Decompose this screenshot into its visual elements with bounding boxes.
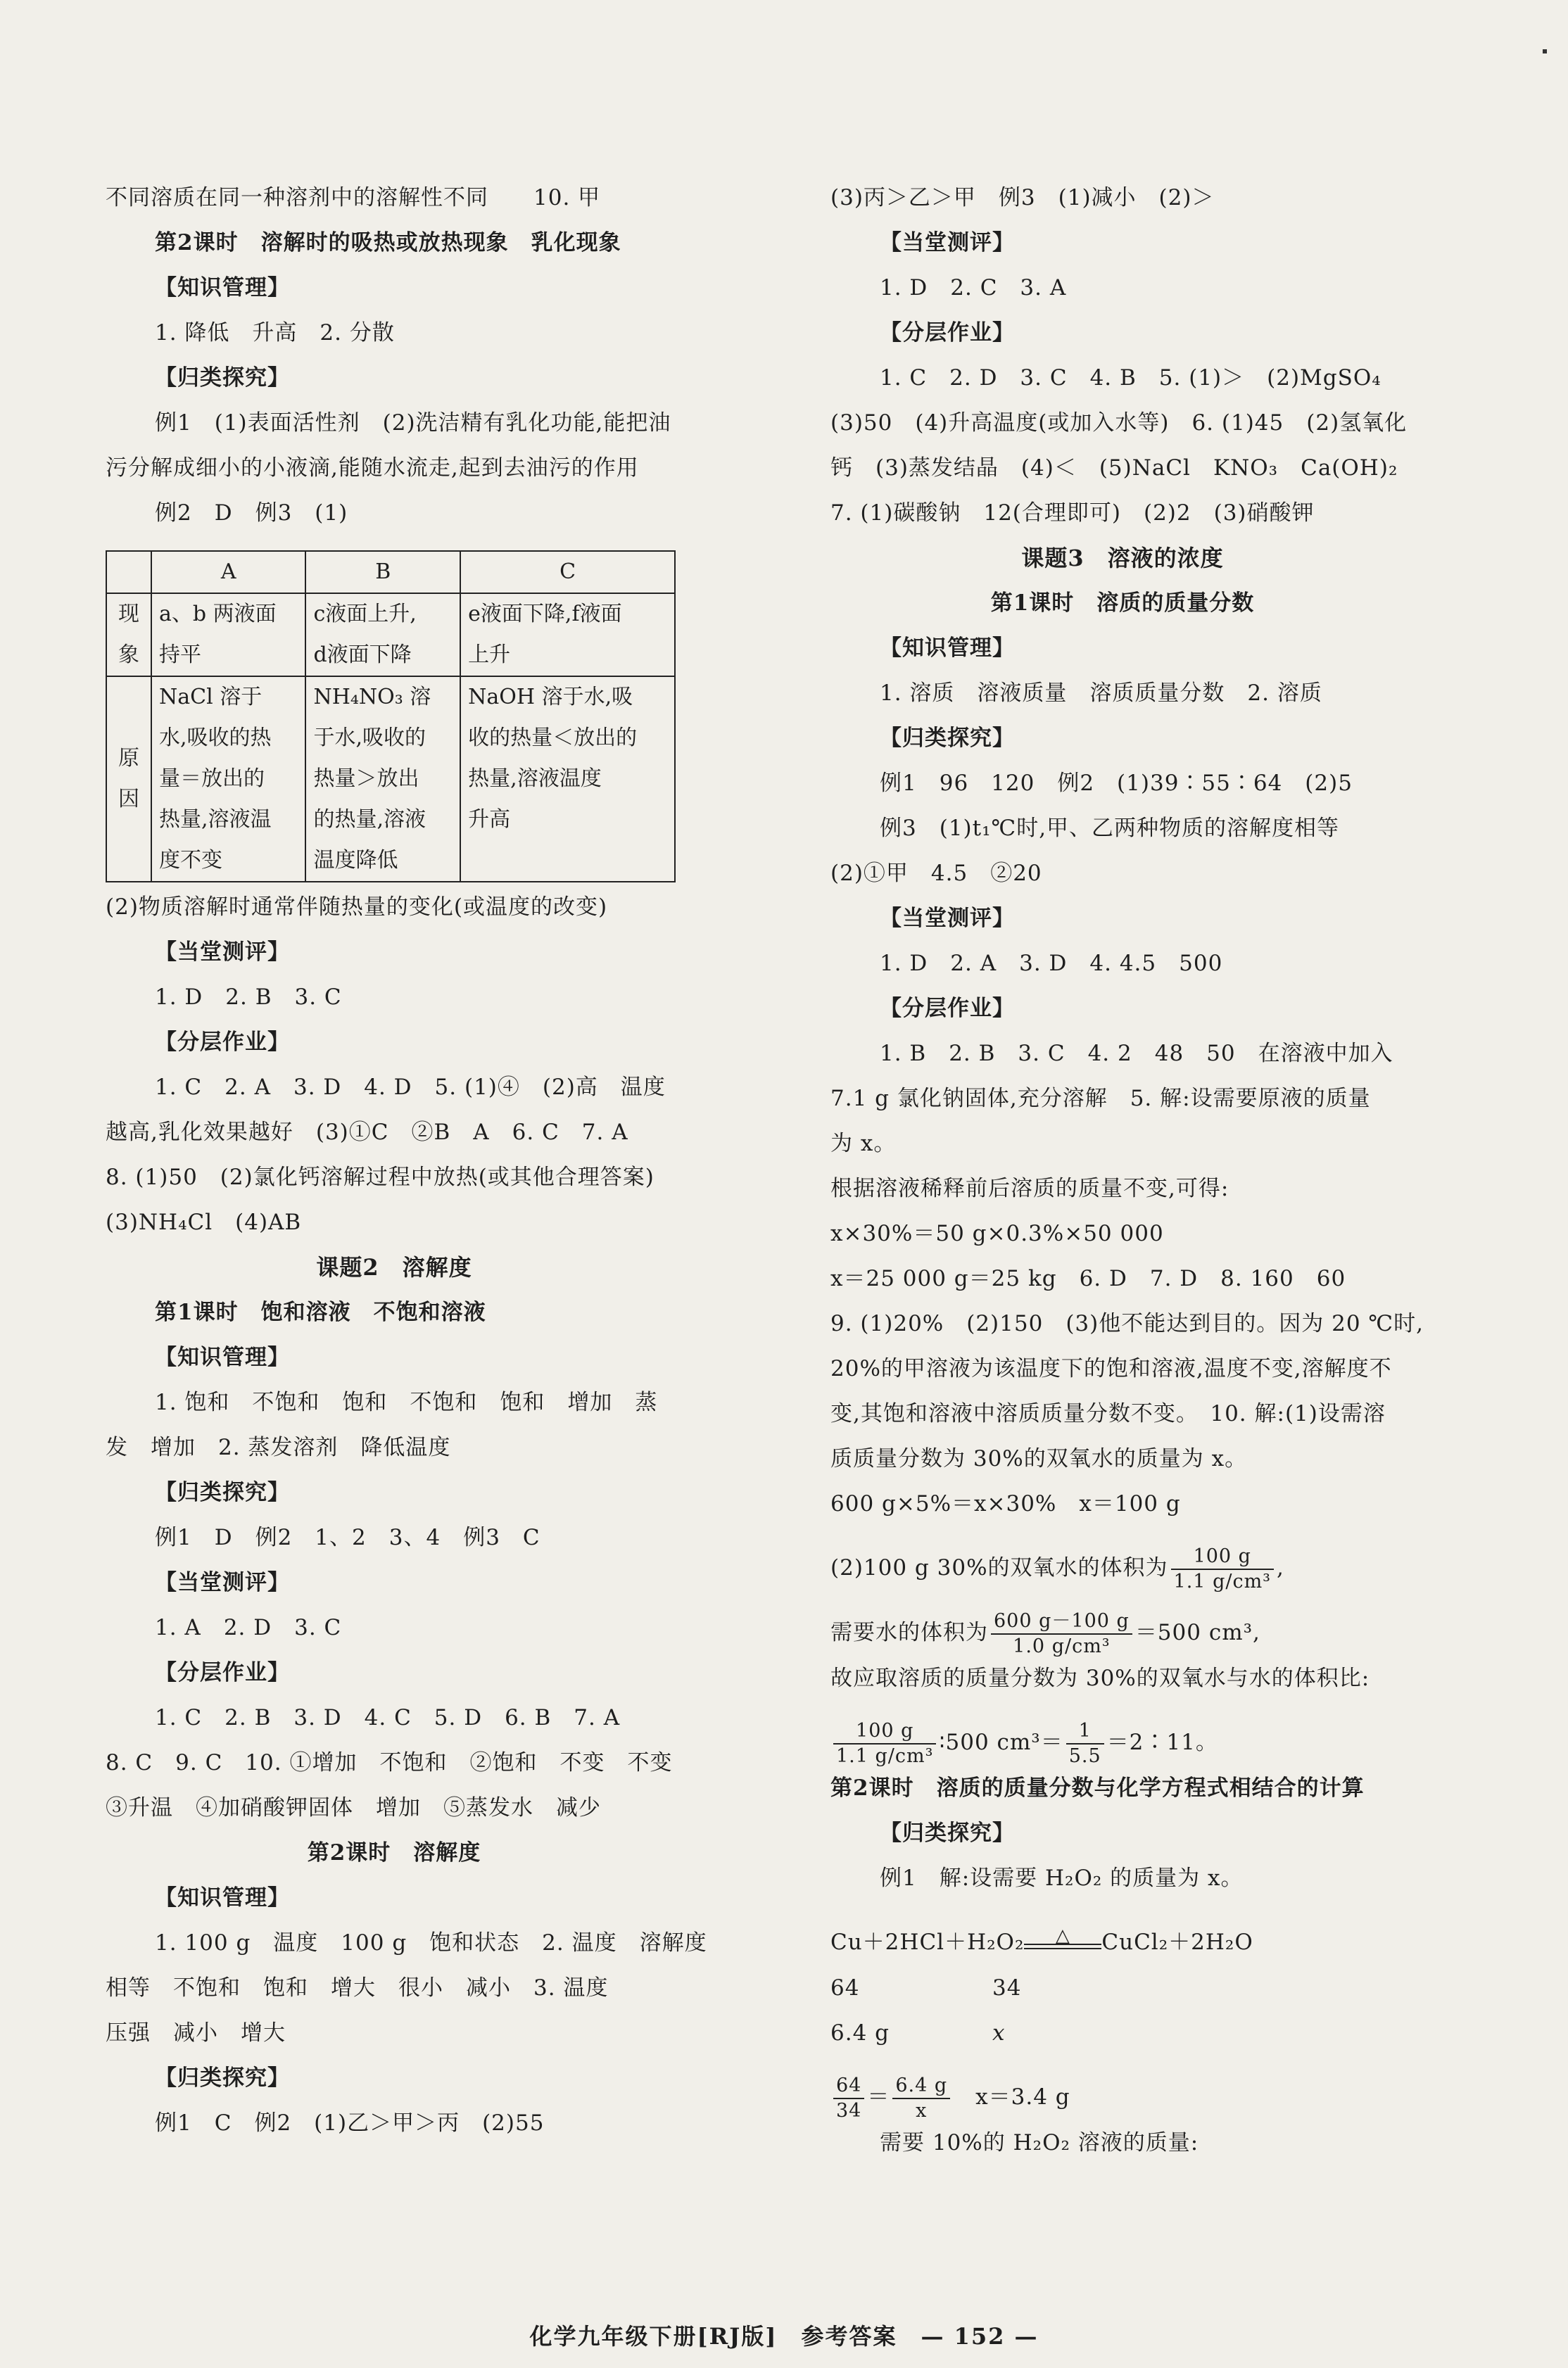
table-row — [106, 676, 675, 882]
text-line: 9. (1)20% (2)150 (3)他不能达到目的。因为 20 ℃时, — [830, 1311, 1424, 1336]
cell-line: 量＝放出的 — [159, 766, 265, 791]
cell-line: 度不变 — [159, 848, 222, 873]
page-footer: 化学九年级下册[RJ版] 参考答案 — 152 — — [529, 2323, 1039, 2350]
text-line: 污分解成细小的小液滴,能随水流走,起到去油污的作用 — [106, 455, 639, 481]
text-line: 质质量分数为 30%的双氧水的质量为 x。 — [830, 1446, 1248, 1471]
text-line: (3)NH₄Cl (4)AB — [106, 1210, 302, 1235]
text-line: 1. C 2. D 3. C 4. B 5. (1)＞ (2)MgSO₄ — [880, 365, 1382, 391]
text-line: 需要 10%的 H₂O₂ 溶液的质量: — [880, 2130, 1199, 2155]
dissolution-table — [106, 550, 676, 882]
text-span: , — [1277, 1555, 1284, 1581]
table-header-cell: C — [460, 551, 675, 593]
text-line: 1. D 2. C 3. A — [880, 275, 1067, 300]
numerator: 100 g — [833, 1719, 936, 1745]
text-line: 20%的甲溶液为该温度下的饱和溶液,温度不变,溶解度不 — [830, 1356, 1392, 1381]
text-line: 1. A 2. D 3. C — [155, 1615, 342, 1640]
text-line: 第2课时 溶质的质量分数与化学方程式相结合的计算 — [830, 1775, 1365, 1801]
calc-value: 34 — [992, 1975, 1022, 2001]
cell-line: 升高 — [468, 807, 511, 832]
text-line: 【分层作业】 — [880, 996, 1015, 1021]
text-line: 为 x。 — [830, 1131, 897, 1156]
text-line: 1. 饱和 不饱和 饱和 不饱和 饱和 增加 蒸 — [155, 1390, 658, 1415]
cell-line: d液面下降 — [313, 642, 412, 667]
calc-row — [830, 2020, 1415, 2065]
numerator: 6.4 g — [892, 2074, 950, 2099]
text-line: 1. 100 g 温度 100 g 饱和状态 2. 温度 溶解度 — [155, 1930, 707, 1956]
fraction — [1171, 1545, 1274, 1594]
cell-line: 热量,溶液温度 — [468, 766, 602, 791]
text-span: 需要水的体积为 — [830, 1620, 988, 1645]
text-line: 1. C 2. B 3. D 4. C 5. D 6. B 7. A — [155, 1705, 621, 1730]
text-line: (2)①甲 4.5 ②20 — [830, 861, 1042, 886]
text-span: (2)100 g 30%的双氧水的体积为 — [830, 1555, 1168, 1581]
denominator: 5.5 — [1068, 1745, 1101, 1767]
denominator: 34 — [836, 2099, 862, 2122]
text-line: 故应取溶质的质量分数为 30%的双氧水与水的体积比: — [830, 1666, 1370, 1691]
corner-mark — [1543, 49, 1547, 53]
cell-line: 收的热量＜放出的 — [468, 726, 638, 750]
cell-line: NaCl 溶于 — [159, 685, 263, 709]
text-line: 根据溶液稀释前后溶质的质量不变,可得: — [830, 1176, 1229, 1201]
text-line: 1. C 2. A 3. D 4. D 5. (1)④ (2)高 温度 — [155, 1075, 666, 1100]
text-line: 【知识管理】 — [155, 275, 290, 300]
table-header-cell: B — [305, 551, 460, 593]
cell-line: 持平 — [159, 642, 201, 667]
cell-line: a、b 两液面 — [159, 602, 277, 626]
text-span: ∶500 cm³＝ — [939, 1730, 1063, 1755]
text-line: 【归类探究】 — [880, 1821, 1015, 1846]
numerator: 600 g－100 g — [991, 1609, 1132, 1635]
text-line: 600 g×5%＝x×30% x＝100 g — [830, 1491, 1181, 1517]
calc-value: x — [992, 2020, 1006, 2046]
fraction-line — [830, 2065, 1415, 2129]
text-line: 相等 不饱和 饱和 增大 很小 减小 3. 温度 — [106, 1975, 609, 2001]
text-line: 【分层作业】 — [155, 1030, 290, 1055]
text-line: 8. C 9. C 10. ①增加 不饱和 ②饱和 不变 不变 — [106, 1750, 673, 1775]
text-line: 课题3 溶液的浓度 — [1021, 545, 1224, 571]
fraction — [991, 1609, 1132, 1659]
fraction — [892, 2074, 950, 2123]
table-row — [106, 593, 675, 676]
text-line: 变,其饱和溶液中溶质质量分数不变。 10. 解:(1)设需溶 — [830, 1401, 1386, 1426]
fraction-line — [830, 1710, 1415, 1775]
text-line: 【归类探究】 — [155, 365, 290, 391]
calc-value: 6.4 g — [830, 2020, 890, 2046]
text-line: 压强 减小 增大 — [106, 2020, 286, 2046]
text-line: 第2课时 溶解时的吸热或放热现象 乳化现象 — [155, 230, 621, 255]
text-line: 【分层作业】 — [880, 320, 1015, 346]
cell-line: c液面上升, — [313, 602, 417, 626]
table-header-cell — [106, 551, 151, 593]
right-column — [830, 184, 1424, 2174]
text-line: 第1课时 饱和溶液 不饱和溶液 — [155, 1300, 486, 1325]
row-label: 原因 — [106, 676, 151, 882]
text-line: 【归类探究】 — [880, 726, 1015, 751]
text-span: ＝ — [867, 2084, 890, 2110]
cell-line: 温度降低 — [313, 848, 398, 873]
equation-right: CuCl₂＋2H₂O — [1101, 1930, 1253, 1955]
table-cell — [151, 676, 305, 882]
table-cell — [305, 676, 460, 882]
table-header-row — [106, 551, 675, 593]
calc-row — [830, 1975, 1415, 2020]
cell-line: 的热量,溶液 — [313, 807, 426, 832]
text-line: 【知识管理】 — [880, 635, 1015, 661]
text-span: x＝3.4 g — [953, 2084, 1070, 2110]
fraction — [833, 1719, 936, 1768]
denominator: 1.0 g/cm³ — [1013, 1635, 1111, 1657]
text-line: 【当堂测评】 — [880, 230, 1015, 255]
text-line: 例1 (1)表面活性剂 (2)洗洁精有乳化功能,能把油 — [155, 410, 671, 436]
text-line: 课题2 溶解度 — [316, 1254, 472, 1281]
cell-line: 热量,溶液温 — [159, 807, 272, 832]
text-span: ＝500 cm³, — [1134, 1620, 1260, 1645]
fraction-line — [830, 1536, 1415, 1600]
text-line: 例2 D 例3 (1) — [155, 500, 348, 526]
table-header-cell: A — [151, 551, 305, 593]
cell-line: e液面下降,f液面 — [468, 602, 622, 626]
text-line: ③升温 ④加硝酸钾固体 增加 ⑤蒸发水 减少 — [106, 1795, 601, 1821]
text-line: 钙 (3)蒸发结晶 (4)＜ (5)NaCl KNO₃ Ca(OH)₂ — [830, 455, 1398, 481]
denominator: 1.1 g/cm³ — [836, 1745, 934, 1767]
text-line: 1. B 2. B 3. C 4. 2 48 50 在溶液中加入 — [880, 1041, 1393, 1066]
text-line: 【知识管理】 — [155, 1345, 290, 1370]
text-line: x×30%＝50 g×0.3%×50 000 — [830, 1221, 1164, 1246]
text-line: 【分层作业】 — [155, 1660, 290, 1685]
text-line: 1. D 2. A 3. D 4. 4.5 500 — [880, 951, 1223, 976]
cell-line: 上升 — [468, 642, 511, 667]
text-line: 越高,乳化效果越好 (3)①C ②B A 6. C 7. A — [106, 1120, 628, 1145]
text-line: 【归类探究】 — [155, 2065, 290, 2091]
reaction-arrow — [1024, 1925, 1101, 1949]
fraction — [1066, 1719, 1104, 1768]
text-line: 例1 解:设需要 H₂O₂ 的质量为 x。 — [880, 1866, 1244, 1891]
text-line: 发 增加 2. 蒸发溶剂 降低温度 — [106, 1435, 451, 1460]
text-line: 例1 96 120 例2 (1)39∶55∶64 (2)5 — [880, 771, 1353, 796]
cell-line: 水,吸收的热 — [159, 726, 272, 750]
cell-line: NH₄NO₃ 溶 — [313, 685, 431, 709]
text-line: (3)丙＞乙＞甲 例3 (1)减小 (2)＞ — [830, 185, 1215, 210]
numerator: 1 — [1066, 1719, 1104, 1745]
text-line: 【当堂测评】 — [155, 1570, 290, 1595]
text-line: 1. 溶质 溶液质量 溶质质量分数 2. 溶质 — [880, 680, 1322, 706]
text-line: 8. (1)50 (2)氯化钙溶解过程中放热(或其他合理答案) — [106, 1165, 655, 1190]
chemical-equation — [830, 1910, 1415, 1975]
table-cell — [460, 676, 675, 882]
text-line: 第1课时 溶质的质量分数 — [990, 590, 1255, 616]
text-line: 例1 C 例2 (1)乙＞甲＞丙 (2)55 — [155, 2110, 545, 2136]
text-line: 不同溶质在同一种溶剂中的溶解性不同 10. 甲 — [106, 185, 601, 210]
left-column — [106, 184, 707, 2155]
text-line: x＝25 000 g＝25 kg 6. D 7. D 8. 160 60 — [830, 1266, 1346, 1291]
table-cell — [305, 593, 460, 676]
text-line: 【当堂测评】 — [155, 939, 290, 965]
fraction — [833, 2074, 864, 2123]
text-line: 【归类探究】 — [155, 1480, 290, 1505]
text-line: 例1 D 例2 1、2 3、4 例3 C — [155, 1525, 540, 1550]
numerator: 64 — [833, 2074, 864, 2099]
text-line: 7. (1)碳酸钠 12(合理即可) (2)2 (3)硝酸钾 — [830, 500, 1315, 526]
text-line: (2)物质溶解时通常伴随热量的变化(或温度的改变) — [106, 894, 608, 920]
text-line: (3)50 (4)升高温度(或加入水等) 6. (1)45 (2)氢氧化 — [830, 410, 1408, 436]
heat-condition-icon: △ — [1055, 1925, 1070, 1946]
cell-line: 于水,吸收的 — [313, 726, 426, 750]
text-line: 第2课时 溶解度 — [307, 1840, 481, 1866]
fraction-line — [830, 1600, 1415, 1665]
calc-value: 64 — [830, 1975, 860, 2001]
text-line: 【当堂测评】 — [880, 906, 1015, 931]
table-cell — [460, 593, 675, 676]
text-span: ＝2∶11。 — [1106, 1730, 1218, 1755]
text-line: 1. 降低 升高 2. 分散 — [155, 320, 395, 346]
text-line: 【知识管理】 — [155, 1885, 290, 1911]
row-label: 现象 — [106, 593, 151, 676]
cell-line: NaOH 溶于水,吸 — [468, 685, 633, 709]
table-cell — [151, 593, 305, 676]
text-line: 1. D 2. B 3. C — [155, 984, 342, 1010]
text-line: 例3 (1)t₁℃时,甲、乙两种物质的溶解度相等 — [880, 816, 1340, 841]
equation-left: Cu＋2HCl＋H₂O₂ — [830, 1930, 1025, 1955]
cell-line: 热量＞放出 — [313, 766, 419, 791]
numerator: 100 g — [1171, 1545, 1274, 1570]
denominator: x — [916, 2099, 928, 2122]
text-line: 7.1 g 氯化钠固体,充分溶解 5. 解:设需要原液的质量 — [830, 1086, 1371, 1111]
denominator: 1.1 g/cm³ — [1173, 1570, 1271, 1593]
